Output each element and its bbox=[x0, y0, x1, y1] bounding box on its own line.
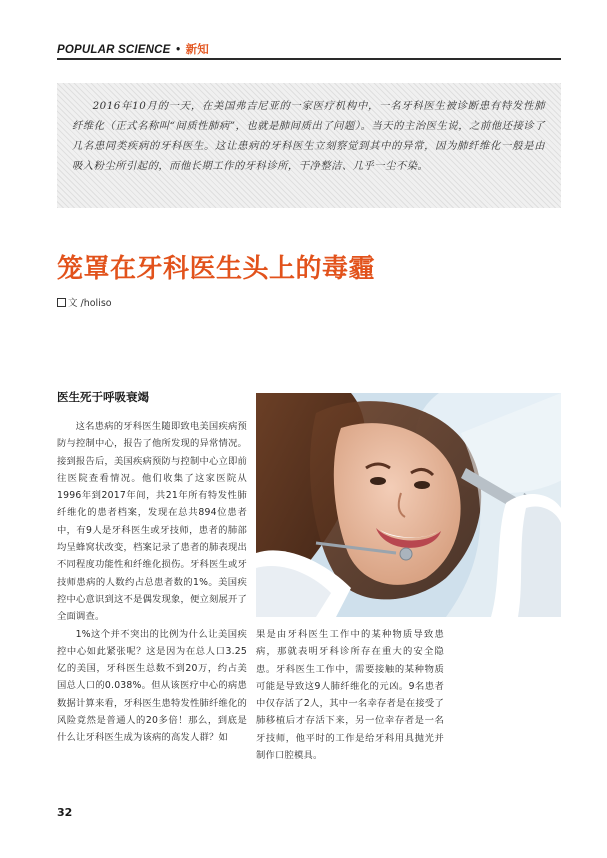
paragraph-2: 1%这个并不突出的比例为什么让美国疾控中心如此紧张呢？这是因为在总人口3.25亿的美国，牙科医生总数不到20万，约占美国总人口的0.038%。但从该医疗中心的病患数据计算来看，牙科医生患特发性肺纤维化的风险竟然是普通人的20多倍！那么，到底是什么让牙科医生成为该病的高发人群？如 bbox=[57, 628, 247, 744]
page-number: 32 bbox=[57, 806, 73, 819]
paragraph-3: 果是由牙科医生工作中的某种物质导致患病，那就表明牙科诊所存在重大的安全隐患。牙科医生工作中，需要接触的某种物质可能是导致这9人肺纤维化的元凶。9名患者中仅存活了2人，其中一名幸存者是在接受了肺移植后才存活下来，另一位幸存者是一名牙技师，他平时的工作是给牙科用具抛光并制作口腔模具。 bbox=[256, 629, 444, 762]
section-tag: 新知 bbox=[185, 44, 209, 56]
intro-box bbox=[57, 83, 561, 208]
byline-text: 文 /holiso bbox=[68, 298, 112, 309]
magazine-header bbox=[57, 41, 209, 55]
section-heading: 医生死于呼吸衰竭 bbox=[57, 390, 149, 404]
header-dot: • bbox=[175, 44, 181, 56]
header-rule bbox=[57, 58, 561, 60]
right-column bbox=[256, 626, 444, 764]
section-name: POPULAR SCIENCE bbox=[57, 44, 171, 56]
byline bbox=[57, 295, 112, 309]
byline-box-icon bbox=[57, 298, 66, 307]
article-title: 笼罩在牙科医生头上的毒霾 bbox=[57, 254, 376, 284]
photo-illustration bbox=[256, 393, 561, 617]
intro-text: 2016年10月的一天，在美国弗吉尼亚的一家医疗机构中，一名牙科医生被诊断患有特发性肺纤维化（正式名称叫“间质性肺病”，也就是肺间质出了问题）。当天的主治医生说，之前他还接诊了几名患同类疾病的牙科医生。这让患病的牙科医生立刻察觉到其中的异常，因为肺纤维化一般是由吸入粉尘所引起的，而他长期工作的牙科诊所，干净整洁、几乎一尘不染。 bbox=[72, 100, 545, 172]
dental-patient-photo bbox=[256, 393, 561, 617]
left-column bbox=[57, 418, 247, 747]
paragraph-1: 这名患病的牙科医生随即致电美国疾病预防与控制中心，报告了他所发现的异常情况。接到报告后，美国疾病预防与控制中心立即前往医院查看情况。他们收集了这家医院从1996年到2017年间，共21年所有特发性肺纤维化的患者档案，发现在总共894位患者中，有9人是牙科医生或牙技师，患者的肺部均呈蜂窝状改变，档案记录了患者的肺表现出不同程度功能性和纤维化损伤。牙科医生或牙技师患病的人数约占总患者数的1%。美国疾控中心意识到这不是偶发现象，便立刻展开了全面调查。 bbox=[57, 421, 247, 623]
